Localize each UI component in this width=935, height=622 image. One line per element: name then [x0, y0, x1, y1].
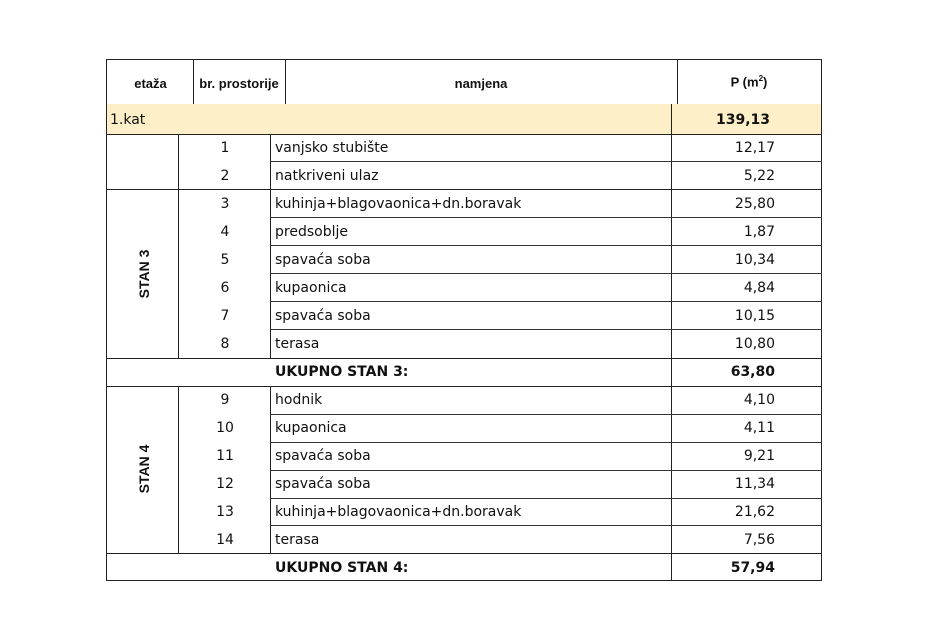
header-namjena: namjena	[454, 76, 508, 91]
room-name: kupaonica	[275, 420, 347, 436]
room-name: kupaonica	[275, 280, 347, 296]
room-area: 10,15	[734, 308, 775, 324]
room-number: 12	[216, 476, 234, 492]
row-rule	[106, 553, 822, 554]
room-number: 5	[220, 252, 230, 268]
row-rule	[270, 161, 822, 162]
room-area: 21,62	[734, 504, 775, 520]
room-number: 9	[220, 392, 230, 408]
stan3-total-label: UKUPNO STAN 3:	[275, 364, 409, 380]
room-number: 2	[220, 168, 230, 184]
header-etaza: etaža	[134, 76, 167, 91]
header-area-sup: 2	[758, 74, 764, 83]
row-rule	[270, 217, 822, 218]
room-area: 25,80	[734, 196, 775, 212]
row-rule	[270, 442, 822, 443]
stan4-label: STAN 4	[136, 444, 152, 494]
room-name: terasa	[275, 532, 320, 548]
room-number: 10	[216, 420, 234, 436]
room-number: 13	[216, 504, 234, 520]
row-rule	[270, 470, 822, 471]
room-name: natkriveni ulaz	[275, 168, 379, 184]
kat-total: 139,13	[715, 112, 770, 128]
row-rule	[270, 525, 822, 526]
row-rule	[270, 414, 822, 415]
room-name: spavaća soba	[275, 476, 371, 492]
row-rule	[270, 498, 822, 499]
room-name: spavaća soba	[275, 252, 371, 268]
room-name: predsoblje	[275, 224, 348, 240]
room-number: 1	[220, 140, 230, 156]
header-area	[677, 75, 821, 88]
row-rule	[270, 329, 822, 330]
stan3-label: STAN 3	[136, 249, 152, 299]
room-area: 4,10	[743, 392, 775, 408]
col-divider-etaza	[178, 134, 179, 358]
row-rule	[270, 301, 822, 302]
row-rule	[106, 386, 822, 387]
room-number: 8	[220, 336, 230, 352]
header-br-prostorije: br. prostorije	[199, 76, 279, 91]
room-area: 5,22	[743, 168, 775, 184]
room-area: 9,21	[743, 448, 775, 464]
room-number: 4	[220, 224, 230, 240]
kat-label: 1.kat	[110, 112, 146, 128]
room-name: terasa	[275, 336, 320, 352]
col-divider-nr	[270, 134, 271, 358]
room-area: 1,87	[743, 224, 775, 240]
room-area: 4,11	[743, 420, 775, 436]
room-name: kuhinja+blagovaonica+dn.boravak	[275, 504, 522, 520]
room-number: 3	[220, 196, 230, 212]
room-name: kuhinja+blagovaonica+dn.boravak	[275, 196, 522, 212]
room-number: 11	[216, 448, 234, 464]
header-area-label: P (m	[730, 74, 759, 90]
col-divider-etaza	[178, 386, 179, 553]
room-name: spavaća soba	[275, 448, 371, 464]
room-area: 4,84	[743, 280, 775, 296]
room-name: vanjsko stubište	[275, 140, 389, 156]
room-number: 6	[220, 280, 230, 296]
stan3-total: 63,80	[730, 364, 775, 380]
room-area: 12,17	[734, 140, 775, 156]
room-area: 10,34	[734, 252, 775, 268]
room-number: 14	[216, 532, 234, 548]
header-area-close: )	[763, 74, 768, 90]
room-area: 7,56	[743, 532, 775, 548]
row-rule	[106, 189, 822, 190]
kat-rule	[106, 134, 822, 135]
area-divider	[671, 104, 672, 134]
row-rule	[106, 358, 822, 359]
row-rule	[270, 245, 822, 246]
room-area: 10,80	[734, 336, 775, 352]
room-area: 11,34	[734, 476, 775, 492]
room-name: spavaća soba	[275, 308, 371, 324]
stan4-total-label: UKUPNO STAN 4:	[275, 560, 409, 576]
room-number: 7	[220, 308, 230, 324]
room-name: hodnik	[275, 392, 323, 408]
stan4-total: 57,94	[730, 560, 775, 576]
row-rule	[270, 273, 822, 274]
